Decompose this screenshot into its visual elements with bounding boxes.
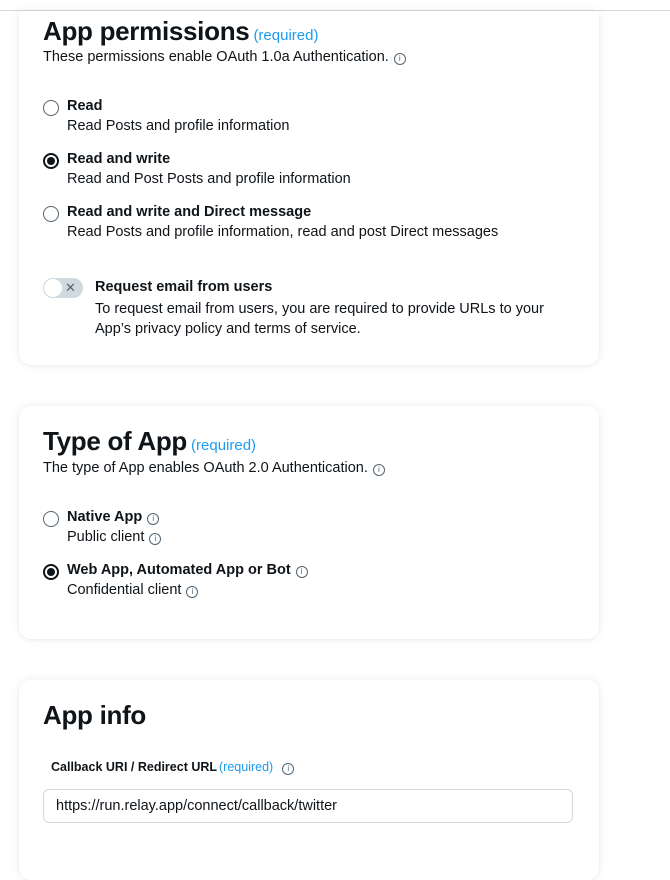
request-email-label: Request email from users: [95, 279, 273, 295]
radio-read-write-dm[interactable]: [43, 206, 59, 222]
x-icon: ✕: [65, 280, 76, 295]
required-tag: (required): [191, 437, 257, 454]
radio-read-write[interactable]: [43, 153, 59, 169]
callback-url-label: Callback URI / Redirect URL (required) i: [51, 760, 294, 775]
type-of-app-heading: Type of App (required): [43, 426, 257, 456]
callback-url-input[interactable]: [43, 789, 573, 823]
toggle-knob: [43, 278, 63, 298]
info-icon[interactable]: i: [149, 533, 161, 545]
info-icon[interactable]: i: [394, 53, 406, 65]
request-email-toggle[interactable]: [43, 278, 83, 298]
app-permissions-card: App permissions (required) These permissions enable OAuth 1.0a Authentication. i Read Read Posts and profile information Read and write Read and Post Posts and profile information Read and write and Direct message Read Posts and profile information, read and post Direct messages ✕ Request email from users To request email from users, you are required to provide URLs to your App’s privacy policy and terms of service.: [19, 11, 599, 365]
info-icon[interactable]: i: [282, 763, 294, 775]
radio-web-app[interactable]: [43, 564, 59, 580]
type-of-app-card: Type of App (required) The type of App enables OAuth 2.0 Authentication. i Native App i Public client i Web App, Automated App or Bot i Confidential client i: [19, 406, 599, 639]
info-icon[interactable]: i: [296, 566, 308, 578]
radio-read[interactable]: [43, 100, 59, 116]
required-tag: (required): [219, 760, 274, 774]
info-icon[interactable]: i: [186, 586, 198, 598]
info-icon[interactable]: i: [147, 513, 159, 525]
app-permissions-subtitle: These permissions enable OAuth 1.0a Authentication. i: [43, 49, 406, 65]
app-info-heading: App info: [43, 700, 147, 730]
type-of-app-subtitle: The type of App enables OAuth 2.0 Authentication. i: [43, 460, 385, 476]
app-info-card: [19, 680, 599, 880]
request-email-desc: To request email from users, you are required to provide URLs to your App’s privacy policy and terms of service.: [95, 301, 544, 337]
radio-native-app[interactable]: [43, 511, 59, 527]
info-icon[interactable]: i: [373, 464, 385, 476]
app-permissions-heading: App permissions (required): [43, 16, 319, 46]
required-tag: (required): [253, 27, 319, 44]
